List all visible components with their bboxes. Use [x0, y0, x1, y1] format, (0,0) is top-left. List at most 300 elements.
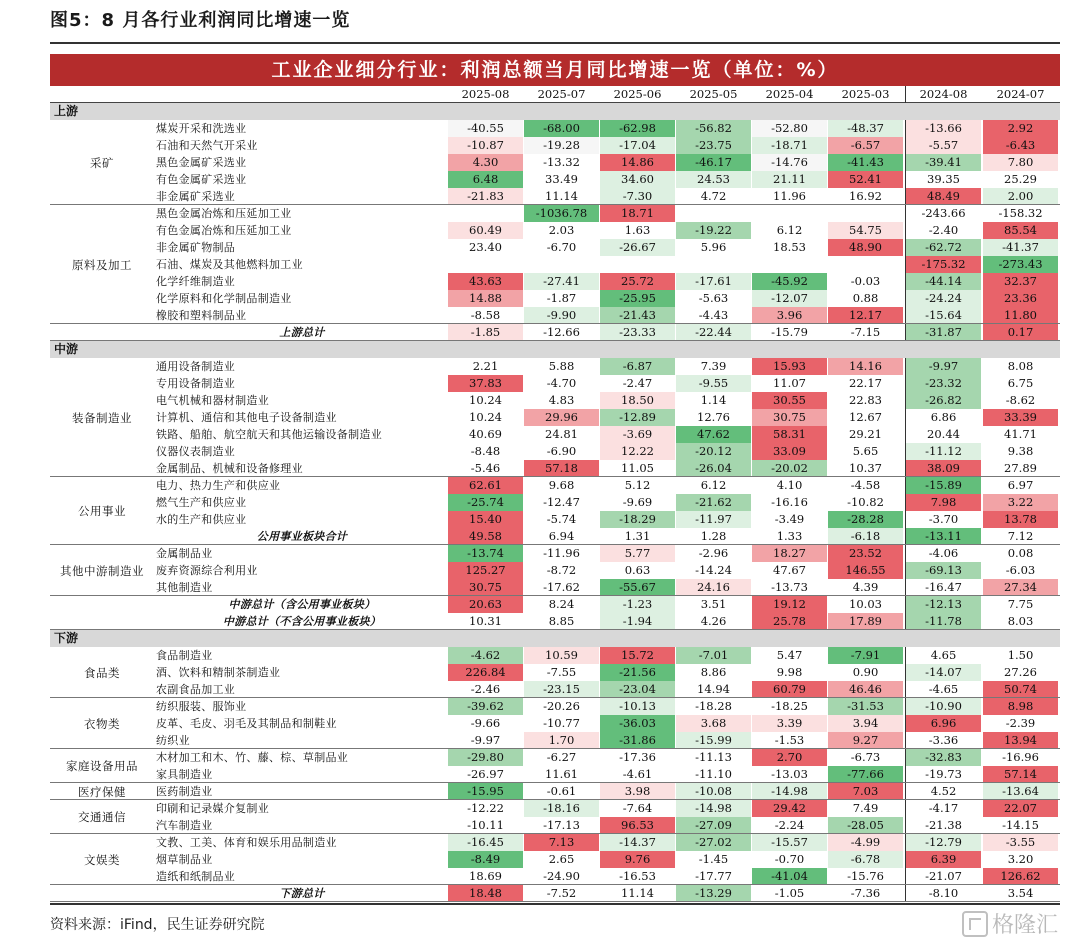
period-separator	[905, 749, 906, 766]
period-separator	[905, 834, 906, 851]
industry-name: 有色金属冶炼和压延加工业	[156, 224, 292, 237]
value-cell: 62.61	[448, 477, 523, 494]
value-cell: -17.13	[543, 818, 580, 832]
table-row	[50, 443, 1060, 460]
group-label: 食品类	[84, 665, 120, 680]
value-cell: 30.75	[752, 409, 827, 426]
watermark-logo	[962, 908, 1058, 939]
value-cell: 0.63	[624, 563, 651, 577]
value-cell: 12.76	[697, 410, 730, 424]
industry-name: 公用事业板块合计	[256, 530, 348, 543]
value-cell: -18.16	[524, 800, 599, 817]
value-cell: 1.70	[524, 732, 599, 749]
group-label: 衣物类	[84, 716, 120, 731]
value-cell: -77.66	[828, 766, 903, 783]
industry-name: 通用设备制造业	[156, 360, 236, 373]
industry-name: 有色金属矿采选业	[156, 173, 247, 186]
value-cell: -13.74	[448, 545, 523, 562]
value-cell: 146.55	[828, 562, 903, 579]
value-cell: 48.90	[828, 239, 903, 256]
column-header: 2025-08	[461, 87, 510, 101]
value-cell: 7.12	[1007, 529, 1034, 543]
value-cell: -11.96	[543, 546, 580, 560]
column-header: 2024-08	[919, 87, 968, 101]
value-cell: 52.41	[828, 171, 903, 188]
period-separator	[905, 715, 906, 732]
value-cell: -24.90	[543, 869, 580, 883]
period-separator	[905, 545, 906, 562]
value-cell: -14.98	[676, 800, 751, 817]
industry-name: 电力、热力生产和供应业	[156, 479, 281, 492]
value-cell: -18.28	[695, 699, 732, 713]
value-cell: -15.95	[448, 783, 523, 800]
value-cell: 3.94	[828, 715, 903, 732]
value-cell: 1.31	[624, 529, 651, 543]
value-cell: -3.55	[983, 834, 1058, 851]
value-cell: 18.27	[752, 545, 827, 562]
value-cell: 3.98	[600, 783, 675, 800]
value-cell: -17.36	[619, 750, 656, 764]
value-cell	[752, 205, 827, 222]
watermark-text: 格隆汇	[991, 913, 1058, 938]
value-cell: -5.57	[906, 137, 981, 154]
value-cell: 39.35	[927, 172, 960, 186]
period-separator	[905, 698, 906, 715]
value-cell: 11.96	[773, 189, 806, 203]
value-cell: -29.80	[448, 749, 523, 766]
value-cell: -5.46	[470, 461, 501, 475]
value-cell: -13.03	[771, 767, 808, 781]
value-cell: -158.32	[998, 206, 1043, 220]
value-cell: -13.64	[983, 783, 1058, 800]
value-cell: -26.67	[600, 239, 675, 256]
value-cell: -4.70	[546, 376, 577, 390]
value-cell: 41.71	[1004, 427, 1037, 441]
value-cell: -4.58	[850, 478, 881, 492]
value-cell: -4.61	[622, 767, 653, 781]
total-row	[50, 596, 1060, 613]
value-cell: 1.33	[776, 529, 803, 543]
table-row	[50, 290, 1060, 307]
value-cell: 6.39	[906, 851, 981, 868]
period-separator	[905, 766, 906, 783]
period-separator	[905, 885, 906, 902]
value-cell: -25.74	[448, 494, 523, 511]
value-cell: -8.72	[546, 563, 577, 577]
value-cell: -8.62	[1005, 393, 1036, 407]
table-row	[50, 766, 1060, 783]
value-cell: -41.43	[828, 154, 903, 171]
column-header: 2025-04	[765, 87, 814, 101]
value-cell: 7.49	[852, 801, 879, 815]
period-separator	[905, 222, 906, 239]
table-row	[50, 171, 1060, 188]
value-cell: -4.17	[928, 801, 959, 815]
value-cell: -31.86	[600, 732, 675, 749]
value-cell: 18.50	[600, 392, 675, 409]
period-separator	[905, 783, 906, 800]
value-cell: -6.57	[828, 137, 903, 154]
value-cell: -7.55	[546, 665, 577, 679]
table-row	[50, 749, 1060, 766]
value-cell: 29.96	[524, 409, 599, 426]
period-separator	[905, 409, 906, 426]
value-cell: 24.16	[676, 579, 751, 596]
section-header: 上游	[50, 103, 1060, 120]
industry-name: 酒、饮料和精制茶制造业	[156, 666, 281, 679]
value-cell: 0.88	[852, 291, 879, 305]
value-cell: 11.61	[545, 767, 578, 781]
value-cell: 57.14	[983, 766, 1058, 783]
value-cell: -40.55	[448, 120, 523, 137]
value-cell: -10.13	[600, 698, 675, 715]
value-cell: -11.78	[906, 613, 981, 630]
value-cell: -27.09	[676, 817, 751, 834]
column-header: 2025-03	[841, 87, 890, 101]
value-cell: 13.78	[983, 511, 1058, 528]
value-cell: 32.37	[983, 273, 1058, 290]
value-cell: -2.46	[470, 682, 501, 696]
value-cell: -6.90	[546, 444, 577, 458]
value-cell: -5.74	[546, 512, 577, 526]
period-separator	[905, 239, 906, 256]
industry-name: 铁路、船舶、航空航天和其他运输设备制造业	[156, 428, 382, 441]
value-cell: 57.18	[524, 460, 599, 477]
value-cell: 4.72	[700, 189, 727, 203]
industry-name: 专用设备制造业	[156, 377, 236, 390]
value-cell: 10.24	[469, 410, 502, 424]
industry-name: 废弃资源综合利用业	[156, 564, 258, 577]
value-cell	[676, 256, 751, 273]
value-cell: -56.82	[676, 120, 751, 137]
industry-name: 其他制造业	[156, 581, 213, 594]
value-cell: 11.80	[983, 307, 1058, 324]
value-cell: -17.62	[543, 580, 580, 594]
total-row	[50, 613, 1060, 630]
group-label: 其他中游制造业	[60, 563, 144, 578]
period-separator	[905, 290, 906, 307]
value-cell: -10.87	[448, 137, 523, 154]
table-row	[50, 851, 1060, 868]
value-cell: 12.67	[849, 410, 882, 424]
value-cell: 1.50	[1007, 648, 1034, 662]
value-cell: 3.51	[700, 597, 727, 611]
value-cell	[448, 205, 523, 222]
value-cell: -19.73	[925, 767, 962, 781]
value-cell: 11.07	[773, 376, 806, 390]
industry-name: 家具制造业	[156, 768, 213, 781]
value-cell: -10.11	[467, 818, 504, 832]
value-cell: -19.28	[524, 137, 599, 154]
period-separator	[905, 851, 906, 868]
value-cell: 6.48	[448, 171, 523, 188]
value-cell: -16.47	[925, 580, 962, 594]
value-cell: -9.55	[676, 375, 751, 392]
value-cell: -17.61	[676, 273, 751, 290]
value-cell: 22.07	[983, 800, 1058, 817]
value-cell: -21.83	[448, 188, 523, 205]
value-cell: -0.61	[546, 784, 577, 798]
total-row	[50, 528, 1060, 545]
table-row	[50, 800, 1060, 817]
value-cell: -13.32	[543, 155, 580, 169]
value-cell: 25.78	[752, 613, 827, 630]
value-cell: 20.63	[448, 596, 523, 613]
value-cell: -11.97	[676, 511, 751, 528]
value-cell: -25.95	[600, 290, 675, 307]
value-cell: -27.02	[676, 834, 751, 851]
group-label: 文娱类	[84, 852, 120, 867]
value-cell: -6.27	[546, 750, 577, 764]
value-cell: -26.97	[467, 767, 504, 781]
value-cell: -7.15	[850, 325, 881, 339]
value-cell: -13.66	[906, 120, 981, 137]
value-cell: 12.17	[828, 307, 903, 324]
value-cell: -10.77	[543, 716, 580, 730]
value-cell: -12.22	[467, 801, 504, 815]
value-cell: 23.36	[983, 290, 1058, 307]
table-row	[50, 698, 1060, 715]
value-cell: -12.47	[543, 495, 580, 509]
value-cell: 23.40	[469, 240, 502, 254]
industry-name: 化学原料和化学制品制造业	[156, 292, 292, 305]
industry-name: 非金属矿采选业	[156, 190, 236, 203]
industry-name: 煤炭开采和洗选业	[156, 122, 247, 135]
value-cell: 7.03	[828, 783, 903, 800]
table-row	[50, 783, 1060, 800]
value-cell: -14.07	[906, 664, 981, 681]
value-cell: -28.28	[828, 511, 903, 528]
value-cell: -12.13	[906, 596, 981, 613]
watermark-logo-icon	[962, 911, 988, 937]
column-header-row	[50, 86, 1060, 103]
value-cell: 11.05	[621, 461, 654, 475]
industry-name: 黑色金属冶炼和压延加工业	[156, 207, 292, 220]
value-cell: -21.62	[676, 494, 751, 511]
value-cell: -21.43	[600, 307, 675, 324]
value-cell: 2.70	[752, 749, 827, 766]
value-cell: -45.92	[752, 273, 827, 290]
value-cell: -20.02	[752, 460, 827, 477]
value-cell: 10.24	[469, 393, 502, 407]
industry-name: 烟草制品业	[156, 853, 213, 866]
value-cell: 5.88	[548, 359, 575, 373]
value-cell: 5.96	[700, 240, 727, 254]
period-separator	[905, 324, 906, 341]
industry-name: 医药制造业	[156, 785, 213, 798]
group-label: 装备制造业	[72, 410, 132, 425]
value-cell: -4.62	[448, 647, 523, 664]
value-cell: 29.21	[849, 427, 882, 441]
value-cell: -23.32	[906, 375, 981, 392]
value-cell: -12.79	[906, 834, 981, 851]
value-cell: -4.99	[828, 834, 903, 851]
period-separator	[905, 528, 906, 545]
value-cell: -13.29	[676, 885, 751, 902]
value-cell: -46.17	[676, 154, 751, 171]
industry-name: 农副食品加工业	[156, 683, 236, 696]
value-cell: -19.22	[676, 222, 751, 239]
value-cell: 7.13	[524, 834, 599, 851]
value-cell: -1.87	[546, 291, 577, 305]
value-cell: 50.74	[983, 681, 1058, 698]
value-cell: 6.75	[1007, 376, 1034, 390]
value-cell: 49.58	[448, 528, 523, 545]
value-cell: -18.29	[600, 511, 675, 528]
table-row	[50, 239, 1060, 256]
value-cell: 38.09	[906, 460, 981, 477]
period-separator	[905, 494, 906, 511]
value-cell: -15.99	[676, 732, 751, 749]
value-cell: -23.75	[676, 137, 751, 154]
period-separator	[905, 188, 906, 205]
value-cell: -10.90	[906, 698, 981, 715]
value-cell: 4.39	[852, 580, 879, 594]
value-cell: 4.30	[448, 154, 523, 171]
table-row	[50, 545, 1060, 562]
value-cell: -243.66	[921, 206, 966, 220]
value-cell: 11.14	[621, 886, 654, 900]
value-cell: 5.77	[600, 545, 675, 562]
value-cell: -8.49	[448, 851, 523, 868]
value-cell: 6.86	[930, 410, 957, 424]
period-separator	[905, 375, 906, 392]
value-cell: -9.90	[524, 307, 599, 324]
value-cell: 8.03	[1007, 614, 1034, 628]
group-label: 公用事业	[78, 504, 126, 518]
value-cell: 60.49	[448, 222, 523, 239]
value-cell: -12.07	[752, 290, 827, 307]
value-cell: 3.20	[1007, 852, 1034, 866]
value-cell: -4.06	[928, 546, 959, 560]
value-cell: -3.49	[774, 512, 805, 526]
value-cell: 33.39	[983, 409, 1058, 426]
table-row	[50, 834, 1060, 851]
industry-name: 中游总计（不含公用事业板块）	[222, 615, 382, 628]
value-cell: 10.59	[524, 647, 599, 664]
value-cell: 1.28	[700, 529, 727, 543]
value-cell	[524, 256, 599, 273]
period-separator	[905, 307, 906, 324]
value-cell: 8.86	[700, 665, 727, 679]
figure-title: 图5：8 月各行业利润同比增速一览	[50, 10, 351, 31]
table-row	[50, 477, 1060, 494]
value-cell	[828, 256, 903, 273]
value-cell: 8.85	[548, 614, 575, 628]
value-cell: 18.48	[448, 885, 523, 902]
value-cell: 54.75	[828, 222, 903, 239]
industry-name: 石油、煤炭及其他燃料加工业	[156, 258, 303, 271]
value-cell: 3.39	[752, 715, 827, 732]
value-cell: -5.63	[698, 291, 729, 305]
value-cell: -7.91	[828, 647, 903, 664]
table-row	[50, 681, 1060, 698]
value-cell: 17.89	[828, 613, 903, 630]
period-separator	[905, 732, 906, 749]
value-cell: -1.53	[774, 733, 805, 747]
value-cell: 4.52	[930, 784, 957, 798]
value-cell: -21.38	[925, 818, 962, 832]
value-cell: -2.24	[774, 818, 805, 832]
industry-name: 文教、工美、体育和娱乐用品制造业	[156, 836, 337, 849]
table-row	[50, 409, 1060, 426]
table-row	[50, 426, 1060, 443]
value-cell: 14.16	[828, 358, 903, 375]
group-label: 家庭设备用品	[66, 759, 138, 773]
value-cell: 14.88	[448, 290, 523, 307]
value-cell: -273.43	[983, 256, 1058, 273]
value-cell: -15.57	[752, 834, 827, 851]
value-cell: 5.12	[624, 478, 651, 492]
period-separator	[905, 171, 906, 188]
table-row	[50, 715, 1060, 732]
value-cell: 20.44	[927, 427, 960, 441]
value-cell: 48.49	[906, 188, 981, 205]
value-cell: -14.98	[752, 783, 827, 800]
value-cell: 4.65	[930, 648, 957, 662]
industry-name: 橡胶和塑料制品业	[156, 309, 247, 322]
value-cell: 9.27	[828, 732, 903, 749]
table-row	[50, 579, 1060, 596]
value-cell: -11.10	[695, 767, 732, 781]
column-header: 2025-06	[613, 87, 662, 101]
value-cell: -18.71	[752, 137, 827, 154]
value-cell: -23.15	[524, 681, 599, 698]
group-label: 原料及加工	[72, 257, 132, 272]
section-header: 中游	[50, 341, 1060, 358]
value-cell: 15.93	[752, 358, 827, 375]
value-cell: 16.92	[849, 189, 882, 203]
table-row	[50, 307, 1060, 324]
value-cell: -69.13	[906, 562, 981, 579]
period-separator	[905, 817, 906, 834]
value-cell: 25.72	[600, 273, 675, 290]
table-row	[50, 817, 1060, 834]
value-cell: 23.52	[828, 545, 903, 562]
period-separator	[905, 137, 906, 154]
value-cell: -21.07	[925, 869, 962, 883]
value-cell	[600, 256, 675, 273]
value-cell: 3.22	[983, 494, 1058, 511]
value-cell: 0.17	[983, 324, 1058, 341]
table-row	[50, 732, 1060, 749]
industry-name: 金属制品、机械和设备修理业	[156, 462, 303, 475]
value-cell: 47.67	[773, 563, 806, 577]
table-row	[50, 460, 1060, 477]
value-cell: -2.96	[698, 546, 729, 560]
value-cell: -68.00	[524, 120, 599, 137]
value-cell: 8.08	[1007, 359, 1034, 373]
table-row	[50, 562, 1060, 579]
value-cell: -15.79	[771, 325, 808, 339]
value-cell: -27.41	[524, 273, 599, 290]
value-cell: 5.47	[776, 648, 803, 662]
value-cell: 1.63	[624, 223, 651, 237]
bottom-rule	[50, 903, 1060, 905]
industry-name: 黑色金属矿采选业	[156, 156, 247, 169]
table-row	[50, 647, 1060, 664]
industry-name: 印刷和记录媒介复制业	[156, 802, 269, 815]
value-cell: -8.48	[470, 444, 501, 458]
period-separator	[905, 511, 906, 528]
value-cell: 11.14	[545, 189, 578, 203]
value-cell: 30.75	[448, 579, 523, 596]
value-cell: 7.80	[983, 154, 1058, 171]
value-cell: 24.53	[676, 171, 751, 188]
value-cell: -16.16	[771, 495, 808, 509]
value-cell: -1.85	[448, 324, 523, 341]
industry-name: 下游总计	[279, 887, 325, 900]
